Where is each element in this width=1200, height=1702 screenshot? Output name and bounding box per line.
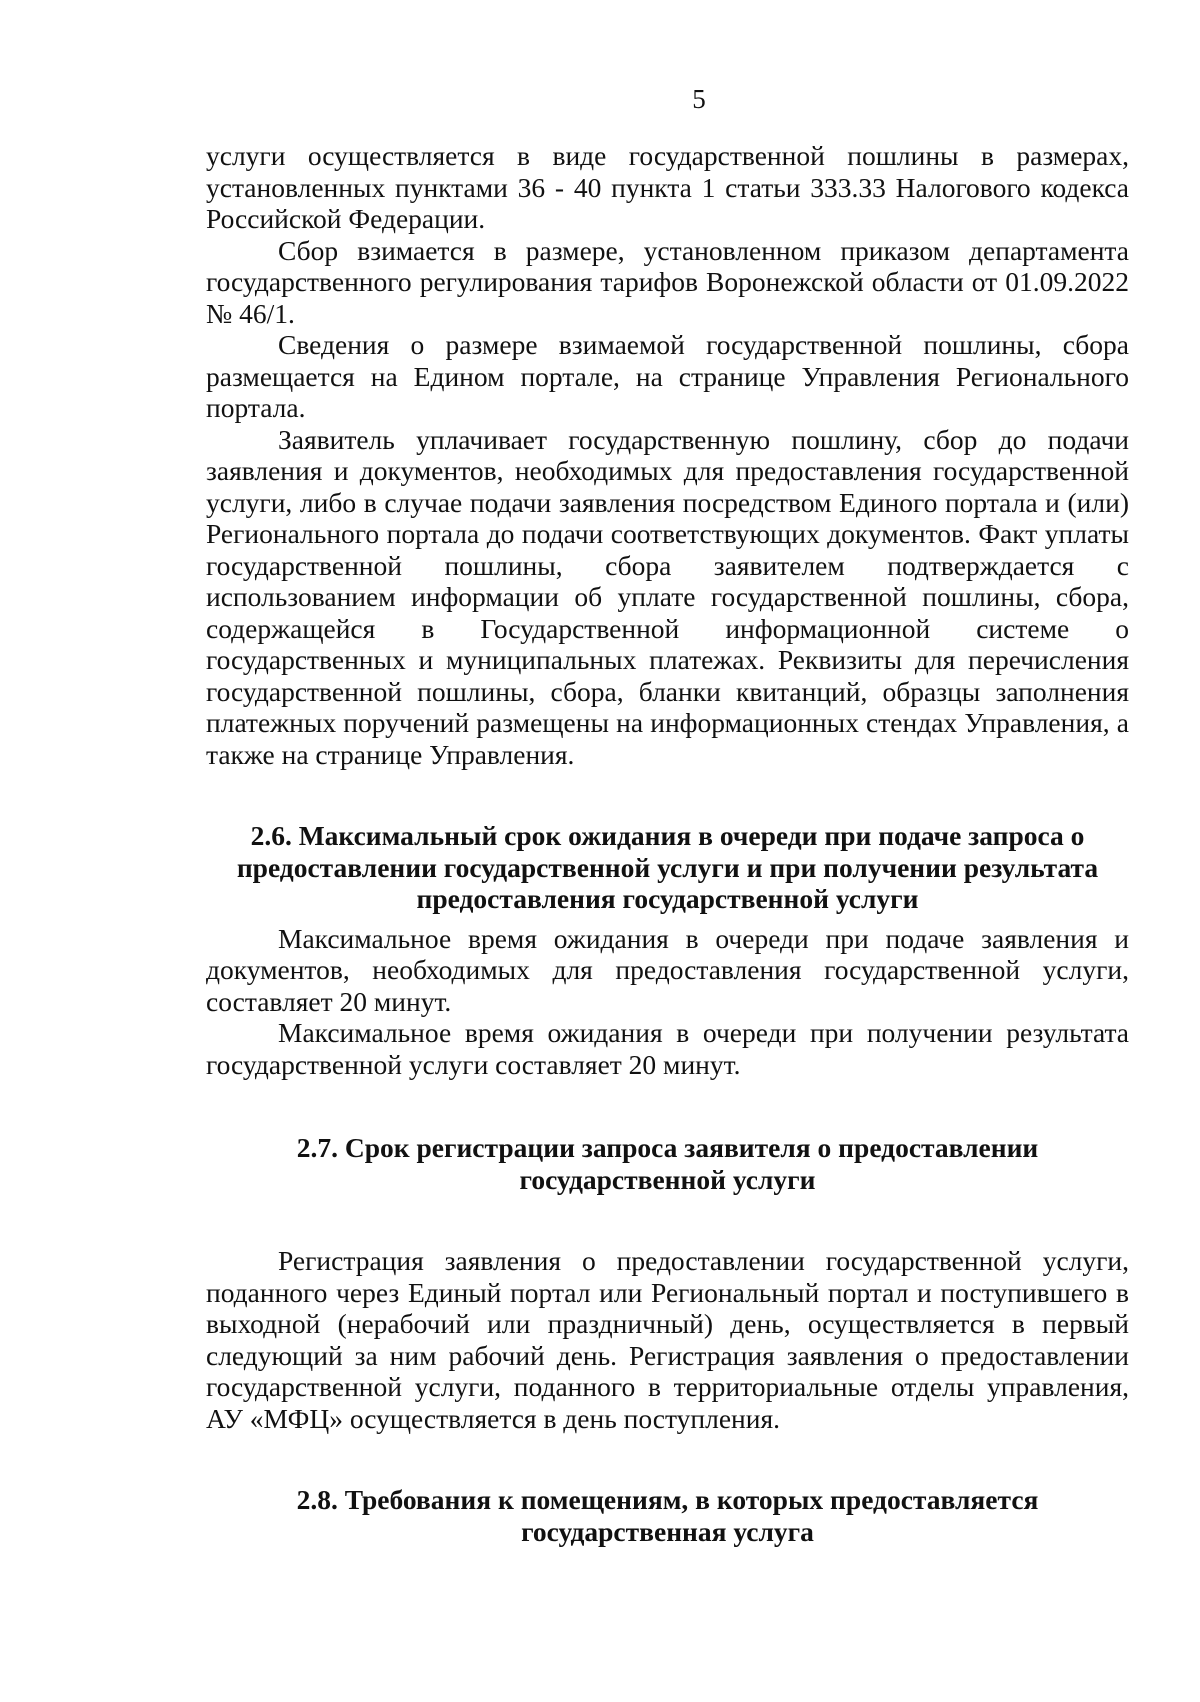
paragraph-fee-info-placement: Сведения о размере взимаемой государственной пошлины, сбора размещается на Едином портале, на странице Управления Регионального портала. [206,329,1129,423]
continuation-paragraph-fee-basis: услуги осуществляется в виде государственной пошлины в размерах, установленных пунктами 36 - 40 пункта 1 статьи 333.33 Налогового кодекса Российской Федерации. [206,140,1129,234]
section-heading-2-8: 2.8. Требования к помещениям, в которых предоставляется государственная услуга [296,1484,1039,1547]
paragraph-queue-submission: Максимальное время ожидания в очереди при подаче заявления и документов, необходимых для предоставления государственной услуги, составляет 20 минут. [206,922,1129,1017]
paragraph-queue-result: Максимальное время ожидания в очереди при получении результата государственной услуги составляет 20 минут. [206,1017,1129,1080]
document-body [206,140,1129,1547]
paragraph-fee-payment: Заявитель уплачивает государственную пошлину, сбор до подачи заявления и документов, необходимых для предоставления государственной услуги, либо в случае подачи заявления посредством Единого портала и (или) Регионального портала до подачи соответствующих документов. Факт уплаты государственной пошлины, сбора заявителем подтверждается с использованием информации об уплате государственной пошлины, сбора, содержащейся в Государственной информационной системе о государственных и муниципальных платежах. Реквизиты для перечисления государственной пошлины, сбора, бланки квитанций, образцы заполнения платежных поручений размещены на информационных стендах Управления, а также на странице Управления. [206,423,1129,770]
paragraph-fee-amount: Сбор взимается в размере, установленном приказом департамента государственного регулирования тарифов Воронежской области от 01.09.2022 № 46/1. [206,234,1129,329]
paragraph-registration: Регистрация заявления о предоставлении государственной услуги, поданного через Единый портал или Региональный портал и поступившего в выходной (нерабочий или праздничный) день, осуществляется в первый следующий за ним рабочий день. Регистрация заявления о предоставлении государственной услуги, поданного в территориальные отделы управления, АУ «МФЦ» осуществляется в день поступления. [206,1245,1129,1434]
section-heading-2-7: 2.7. Срок регистрации запроса заявителя о предоставлении государственной услуги [296,1132,1039,1195]
section-heading-2-6: 2.6. Максимальный срок ожидания в очереди при подаче запроса о предоставлении государственной услуги и при получении результата предоставления государственной услуги [236,820,1099,914]
page-number: 5 [692,84,706,114]
